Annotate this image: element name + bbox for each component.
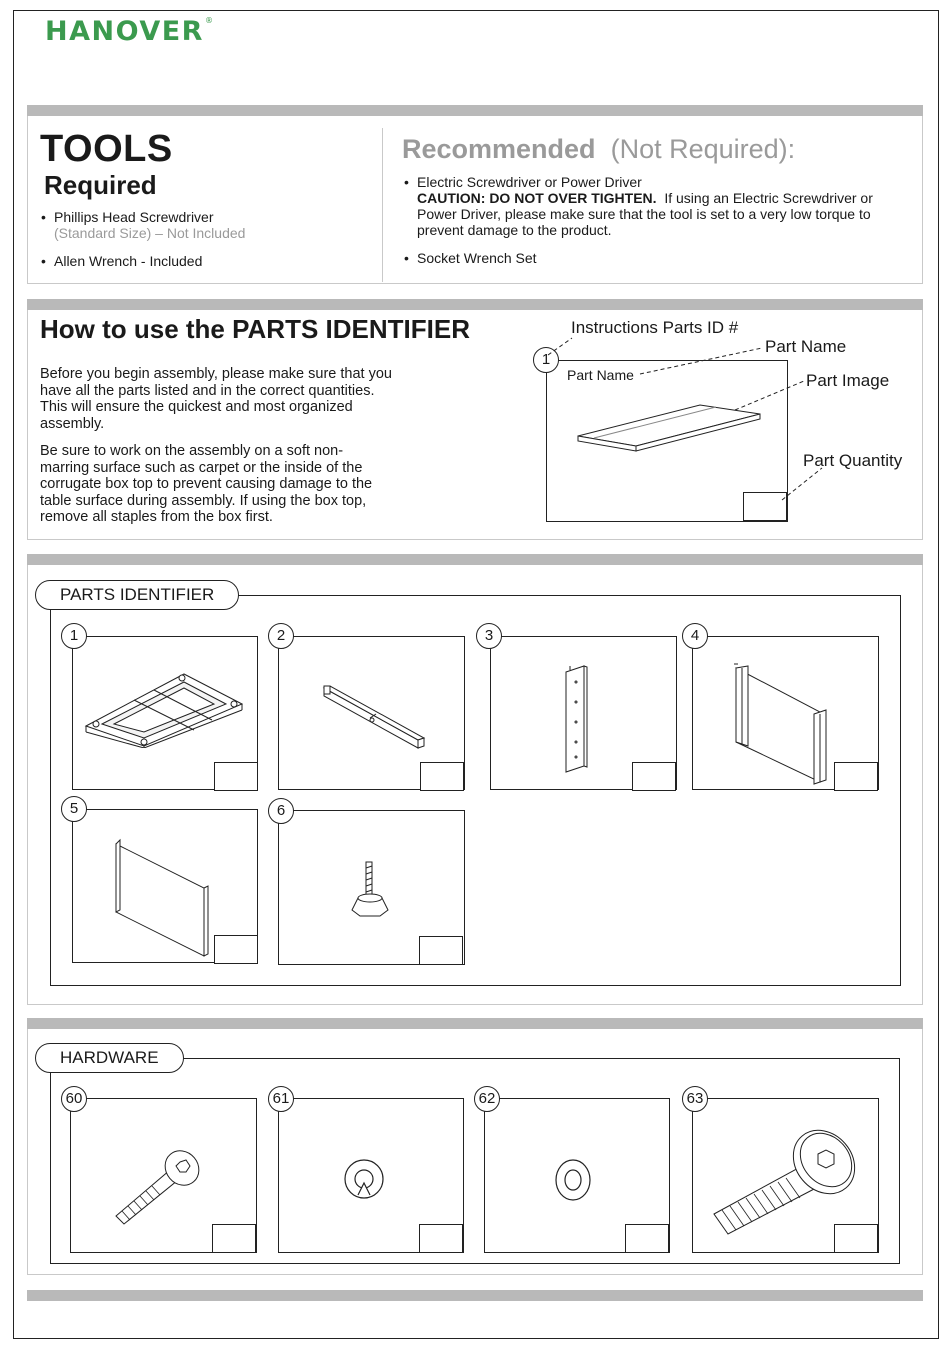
part-quantity-box [834,762,878,791]
side-panel-image [556,662,596,776]
section-divider-bar [27,1290,923,1301]
hex-bolt-image [110,1146,204,1228]
part-quantity-box [214,935,258,964]
section-divider-bar [27,1018,923,1029]
part-quantity-box [632,762,676,791]
hardware-quantity-box [625,1224,669,1253]
part-id-circle: 3 [476,623,502,649]
hardware-quantity-box [212,1224,256,1253]
leveling-foot-image [346,858,394,922]
hanover-logo: HANOVER® [45,16,215,47]
hardware-id-circle: 60 [61,1086,87,1112]
label-part-image: Part Image [806,371,890,390]
hardware-id-circle: 63 [682,1086,708,1112]
parts-identifier-tab: PARTS IDENTIFIER [35,580,239,610]
label-part-name: Part Name [765,337,847,356]
recommended-title: Recommended (Not Required): [402,134,796,164]
hardware-tab: HARDWARE [35,1043,184,1073]
front-panel-image [110,834,214,960]
tools-required-subtitle: Required [44,170,157,200]
section-divider-bar [27,554,923,565]
tools-title: TOOLS [40,128,173,170]
label-instructions-parts-id: Instructions Parts ID # [571,318,739,337]
hardware-quantity-box [419,1224,463,1253]
lock-washer-image [342,1157,388,1203]
part-quantity-box [420,762,464,791]
part-id-circle: 1 [61,623,87,649]
part-id-circle: 4 [682,623,708,649]
required-item-allen-wrench: • Allen Wrench - Included [41,253,203,269]
crossbar-image [320,682,430,754]
required-item-screwdriver: • Phillips Head Screwdriver (Standard Size) – Not Included [41,209,246,241]
example-callout-lines [0,0,950,560]
back-panel-image [728,660,832,786]
example-part-name: Part Name [567,367,634,383]
hardware-id-circle: 61 [268,1086,294,1112]
example-part-id-circle: 1 [533,347,559,373]
example-tabletop-image [578,405,760,451]
flat-washer-image [553,1158,595,1202]
hardware-id-circle: 62 [474,1086,500,1112]
label-part-quantity: Part Quantity [803,451,903,470]
part-id-circle: 6 [268,798,294,824]
base-frame-image [84,668,244,748]
part-id-circle: 2 [268,623,294,649]
part-quantity-box [214,762,258,791]
howto-paragraph-2: Be sure to work on the assembly on a soft non-marring surface such as carpet or the inside of the corrugate box top to prevent causing damage to the table surface during assembly. If using the box top, remove all staples from the box first. [40,443,373,525]
hex-bolt-large-image [710,1122,860,1240]
howto-paragraph-1: Before you begin assembly, please make sure that you have all the parts listed and in the correct quantities. This will ensure the quickest and most organized assembly. [40,366,392,432]
recommended-item-socket-wrench: • Socket Wrench Set [404,250,537,266]
part-id-circle: 5 [61,796,87,822]
part-quantity-box [419,936,463,965]
howto-title: How to use the PARTS IDENTIFIER [40,314,470,344]
recommended-item-power-driver: • Electric Screwdriver or Power Driver CAUTION: DO NOT OVER TIGHTEN. If using an Electric Screwdriver or Power Driver, please make sure that the tool is set to a very low torque to prevent damage to the product. [404,174,873,238]
